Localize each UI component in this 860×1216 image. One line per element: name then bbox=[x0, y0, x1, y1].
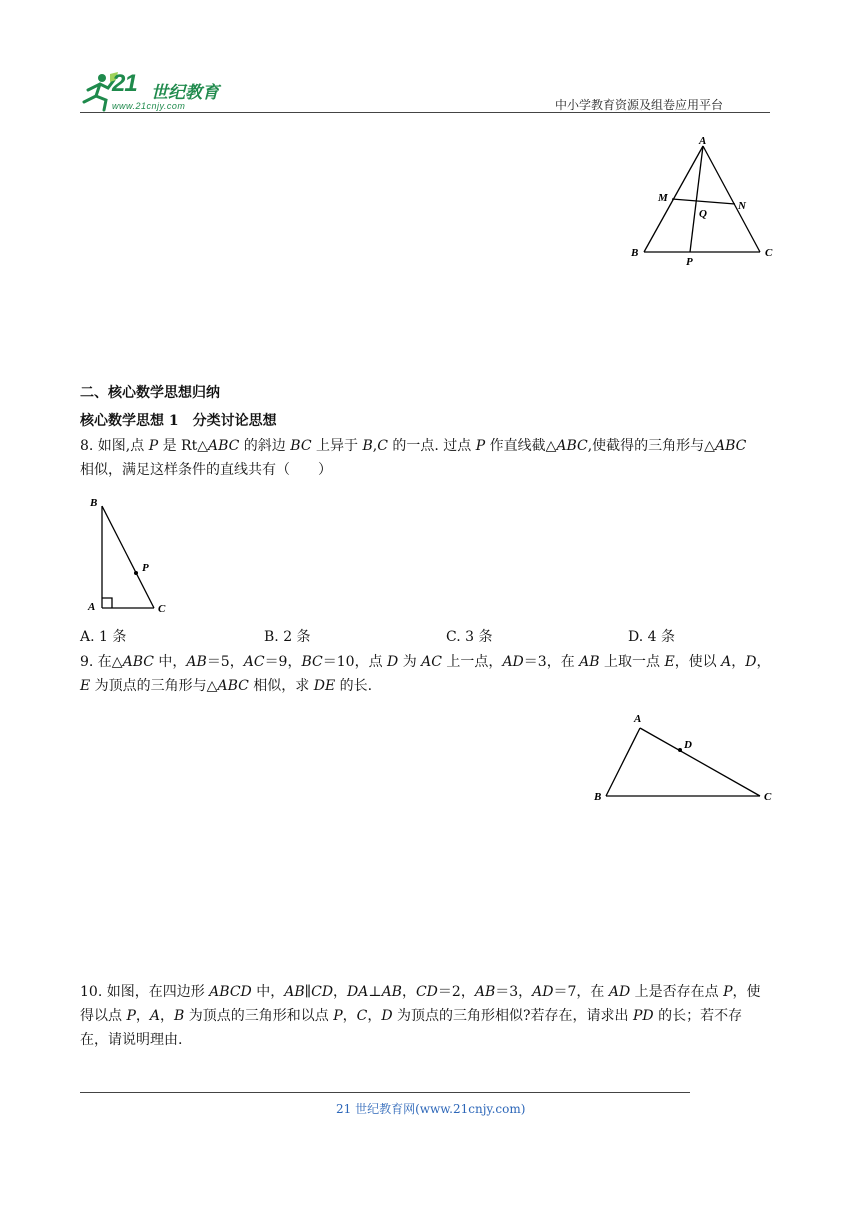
q9-text bbox=[80, 650, 771, 698]
logo-number: 21 bbox=[112, 70, 137, 97]
q10-line2: 得以点 P，A，B 为顶点的三角形和以点 P，C，D 为顶点的三角形相似?若存在，请求出 PD 的长；若不存 bbox=[80, 1008, 743, 1024]
q10-line1: 10. 如图，在四边形 ABCD 中，AB∥CD，DA⊥AB，CD＝2，AB＝3，AD＝7，在 AD 上是否存在点 P，使 bbox=[80, 984, 761, 1000]
edge-ac bbox=[640, 728, 760, 796]
segment-mn bbox=[672, 199, 735, 204]
figure-triangle-abd bbox=[590, 708, 790, 808]
q9-line1: 9. 在△ABC 中，AB＝5，AC＝9，BC＝10，点 D 为 AC 上一点，AD＝3，在 AB 上取一点 E，使以 A，D， bbox=[80, 654, 771, 670]
q8-line1: 8. 如图,点 P 是 Rt△ABC 的斜边 BC 上异于 B,C 的一点. 过点 P 作直线截△ABC,使截得的三角形与△ABC bbox=[80, 438, 747, 454]
label-b: B bbox=[90, 497, 98, 509]
q8-option-b: B. 2 条 bbox=[264, 629, 311, 645]
q9-line2: E 为顶点的三角形与△ABC 相似，求 DE 的长. bbox=[80, 678, 373, 694]
footer-link[interactable]: 21 世纪教育网(www.21cnjy.com) bbox=[336, 1102, 526, 1116]
label-p: P bbox=[142, 562, 149, 574]
q8-option-d: D. 4 条 bbox=[628, 629, 675, 645]
label-c: C bbox=[158, 603, 166, 615]
q8-line2: 相似，满足这样条件的直线共有（ ） bbox=[80, 462, 332, 478]
label-a: A bbox=[699, 135, 707, 147]
figure-right-triangle bbox=[84, 494, 174, 618]
right-angle-mark bbox=[102, 598, 112, 608]
logo-text: 世纪教育 bbox=[151, 83, 219, 103]
label-m: M bbox=[658, 192, 668, 204]
section-title: 二、核心数学思想归纳 bbox=[80, 385, 220, 401]
q8-text bbox=[80, 434, 746, 482]
q10-text bbox=[80, 980, 761, 1052]
label-n: N bbox=[738, 200, 746, 212]
q8-option-a: A. 1 条 bbox=[80, 629, 127, 645]
figure-triangle-mnq bbox=[620, 132, 790, 272]
label-d: D bbox=[684, 739, 692, 751]
label-q: Q bbox=[699, 208, 707, 220]
footer-divider bbox=[80, 1092, 690, 1093]
logo-url: www.21cnjy.com bbox=[112, 101, 186, 111]
point-d bbox=[678, 748, 682, 752]
section-subtitle: 核心数学思想 1 分类讨论思想 bbox=[80, 413, 277, 429]
q8-option-c: C. 3 条 bbox=[446, 629, 493, 645]
label-a: A bbox=[88, 601, 96, 613]
label-c: C bbox=[764, 791, 772, 803]
label-b: B bbox=[631, 247, 639, 259]
point-p bbox=[134, 571, 138, 575]
header-platform-text: 中小学教育资源及组卷应用平台 bbox=[555, 98, 724, 112]
edge-bc bbox=[102, 506, 154, 608]
label-a: A bbox=[634, 713, 642, 725]
edge-ac bbox=[703, 146, 760, 252]
edge-ab bbox=[606, 728, 640, 796]
label-b: B bbox=[594, 791, 602, 803]
q10-line3: 在，请说明理由. bbox=[80, 1032, 183, 1048]
header-divider bbox=[80, 112, 770, 113]
label-p: P bbox=[686, 256, 693, 268]
segment-ap bbox=[690, 146, 703, 252]
label-c: C bbox=[765, 247, 773, 259]
